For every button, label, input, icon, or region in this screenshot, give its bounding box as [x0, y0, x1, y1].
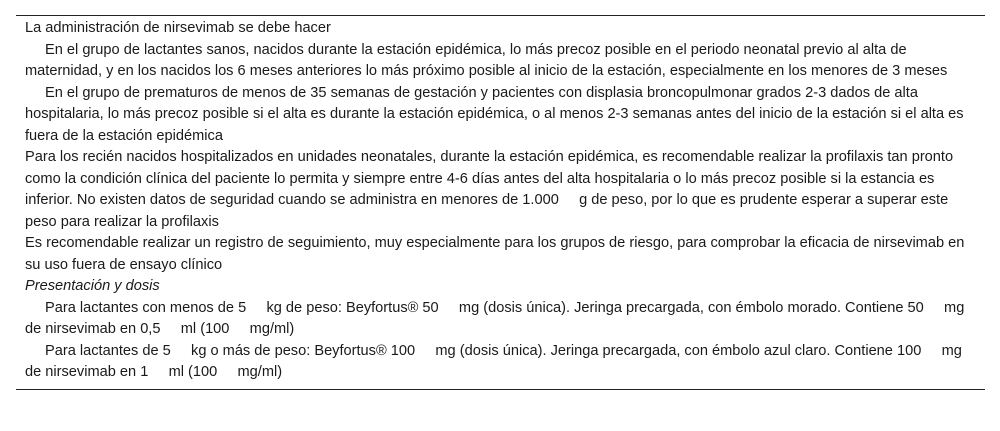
table-row-dose-under-5kg: Para lactantes con menos de 5 kg de peso: Beyfortus® 50 mg (dosis única). Jeringa precargada, con émbolo morado. Contiene 50 mg de nirsevimab en 0,5 ml (100 mg/ml) [25, 299, 969, 337]
table-row-healthy-infants: En el grupo de lactantes sanos, nacidos durante la estación epidémica, lo más precoz posible en el periodo neonatal previo al alta de maternidad, y en los nacidos los 6 meses anteriores lo más próximo posible al inicio de la estación, especialmente en los menores de 3 meses [25, 41, 948, 79]
table-row-dose-5kg-or-more: Para lactantes de 5 kg o más de peso: Beyfortus® 100 mg (dosis única). Jeringa precargada, con émbolo azul claro. Contiene 100 mg de nirsevimab en 1 ml (100 mg/ml) [25, 342, 966, 380]
table-row-presentation-heading: Presentación y dosis [25, 278, 160, 294]
table-row-premature-infants: En el grupo de prematuros de menos de 35 semanas de gestación y pacientes con displasia broncopulmonar grados 2-3 dados de alta hospitalaria, lo más precoz posible si el alta es durante la estación epidémica, o al menos 2-3 semanas antes del inicio de la estación si el alta es fuera de la estación epidémica [25, 84, 964, 144]
table-row-follow-up-registry: Es recomendable realizar un registro de seguimiento, muy especialmente para los grupos de riesgo, para comprobar la eficacia de nirsevimab en su uso fuera de ensayo clínico [25, 235, 965, 273]
recommendation-table [16, 15, 985, 390]
table-row-administration-intro: La administración de nirsevimab se debe hacer [25, 20, 331, 36]
table-row-hospitalized-newborns: Para los recién nacidos hospitalizados en unidades neonatales, durante la estación epidémica, es recomendable realizar la profilaxis tan pronto como la condición clínica del paciente lo permita y siempre entre 4-6 días antes del alta hospitalaria o lo más precoz posible si la estancia es inferior. No existen datos de seguridad cuando se administra en menores de 1.000 g de peso, por lo que es prudente esperar a superar este peso para realizar la profilaxis [25, 149, 958, 230]
